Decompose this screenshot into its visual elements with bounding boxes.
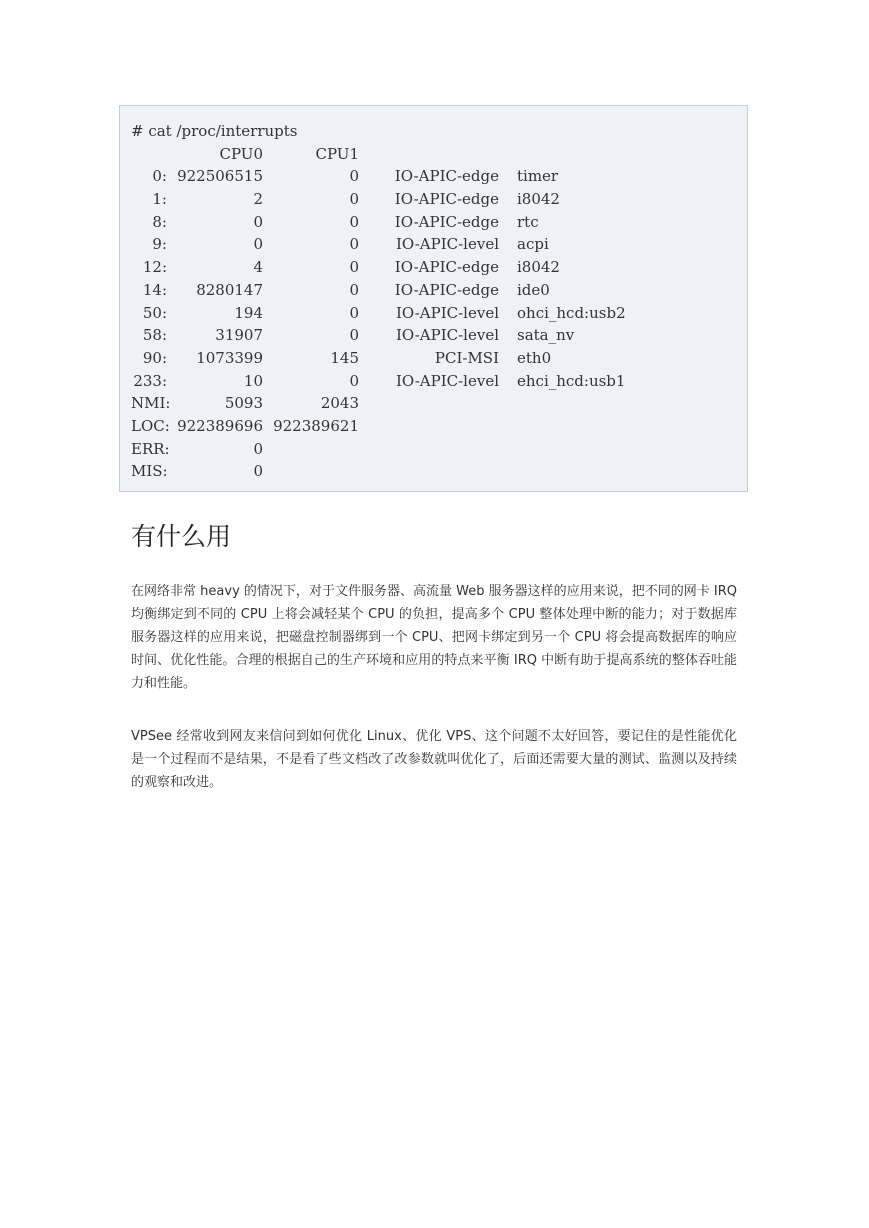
irq-number: 50: [142,303,167,322]
interrupt-row [131,256,747,279]
interrupt-type: IO-APIC-edge [394,258,499,277]
cpu1-count: 0 [349,235,359,254]
cpu0-count: 1073399 [196,348,263,367]
irq-number: 9: [152,235,167,254]
device-name: timer [517,167,559,186]
interrupt-row [131,460,747,483]
interrupt-row [131,324,747,347]
interrupt-type: IO-APIC-edge [394,167,499,186]
code-command: # cat /proc/interrupts [131,122,298,140]
interrupt-row [131,279,747,302]
cpu0-count: 0 [253,235,263,254]
interrupt-type: IO-APIC-level [395,303,499,322]
interrupt-type: IO-APIC-edge [394,212,499,231]
irq-number: 12: [142,258,167,277]
device-name: rtc [517,212,539,231]
cpu0-count: 0 [253,462,263,481]
interrupt-row [131,392,747,415]
header-cpu1: CPU1 [315,144,359,163]
interrupt-row [131,302,747,325]
device-name: ohci_hcd:usb2 [517,303,626,322]
irq-number: MIS: [131,462,168,481]
cpu1-count: 922389621 [273,416,359,435]
irq-number: 233: [133,371,167,390]
interrupt-rows [131,165,747,483]
device-name: ide0 [517,280,550,299]
irq-number: ERR: [131,439,170,458]
interrupt-row [131,233,747,256]
cpu0-count: 4 [253,258,263,277]
cpu0-count: 10 [243,371,263,390]
interrupt-row [131,188,747,211]
device-name: acpi [517,235,549,254]
cpu1-count: 0 [349,280,359,299]
cpu0-count: 2 [253,190,263,209]
interrupt-row [131,370,747,393]
cpu1-count: 0 [349,212,359,231]
cpu0-count: 0 [253,439,263,458]
cpu0-count: 31907 [215,326,263,345]
cpu0-count: 0 [253,212,263,231]
device-name: i8042 [517,190,560,209]
interrupt-type: IO-APIC-level [395,371,499,390]
paragraph-2: VPSee 经常收到网友来信问到如何优化 Linux、优化 VPS、这个问题不太好回答，要记住的是性能优化是一个过程而不是结果，不是看了些文档改了改参数就叫优化了，后面还需要大量的测试、监测以及持续的观察和改进。 [131,729,737,790]
code-command-line [131,120,747,143]
irq-number: 14: [142,280,167,299]
interrupt-row [131,347,747,370]
cpu1-count: 0 [349,326,359,345]
code-block [119,105,748,492]
cpu1-count: 0 [349,167,359,186]
interrupt-type: IO-APIC-level [395,235,499,254]
interrupt-row [131,165,747,188]
cpu1-count: 2043 [320,394,359,413]
irq-number: LOC: [131,416,170,435]
code-header-line [131,143,747,166]
device-name: i8042 [517,258,560,277]
cpu0-count: 922389696 [177,416,263,435]
irq-number: NMI: [131,394,171,413]
irq-number: 58: [142,326,167,345]
interrupt-row [131,415,747,438]
cpu1-count: 0 [349,258,359,277]
irq-number: 90: [142,348,167,367]
irq-number: 0: [152,167,167,186]
cpu0-count: 922506515 [177,167,263,186]
interrupt-type: IO-APIC-edge [394,280,499,299]
cpu0-count: 8280147 [196,280,263,299]
device-name: eth0 [517,348,552,367]
paragraph-1: 在网络非常 heavy 的情况下，对于文件服务器、高流量 Web 服务器这样的应用来说，把不同的网卡 IRQ 均衡绑定到不同的 CPU 上将会减轻某个 CPU 的负担，提高多个 CPU 整体处理中断的能力；对于数据库服务器这样的应用来说，把磁盘控制器绑到一个 CPU、把网卡绑定到另一个 CPU 将会提高数据库的响应时间、优化性能。合理的根据自己的生产环境和应用的特点来平衡 IRQ 中断有助于提高系统的整体吞吐能力和性能。 [131,584,737,691]
interrupt-row [131,211,747,234]
cpu0-count: 194 [234,303,263,322]
cpu1-count: 0 [349,190,359,209]
cpu1-count: 0 [349,371,359,390]
interrupt-type: IO-APIC-level [395,326,499,345]
device-name: ehci_hcd:usb1 [517,371,626,390]
irq-number: 8: [152,212,167,231]
cpu1-count: 0 [349,303,359,322]
cpu0-count: 5093 [224,394,263,413]
section-heading: 有什么用 [131,522,232,551]
interrupt-row [131,438,747,461]
interrupt-type: PCI-MSI [434,348,499,367]
device-name: sata_nv [517,326,575,345]
header-cpu0: CPU0 [219,144,263,163]
cpu1-count: 145 [330,348,359,367]
interrupt-type: IO-APIC-edge [394,190,499,209]
irq-number: 1: [152,190,167,209]
